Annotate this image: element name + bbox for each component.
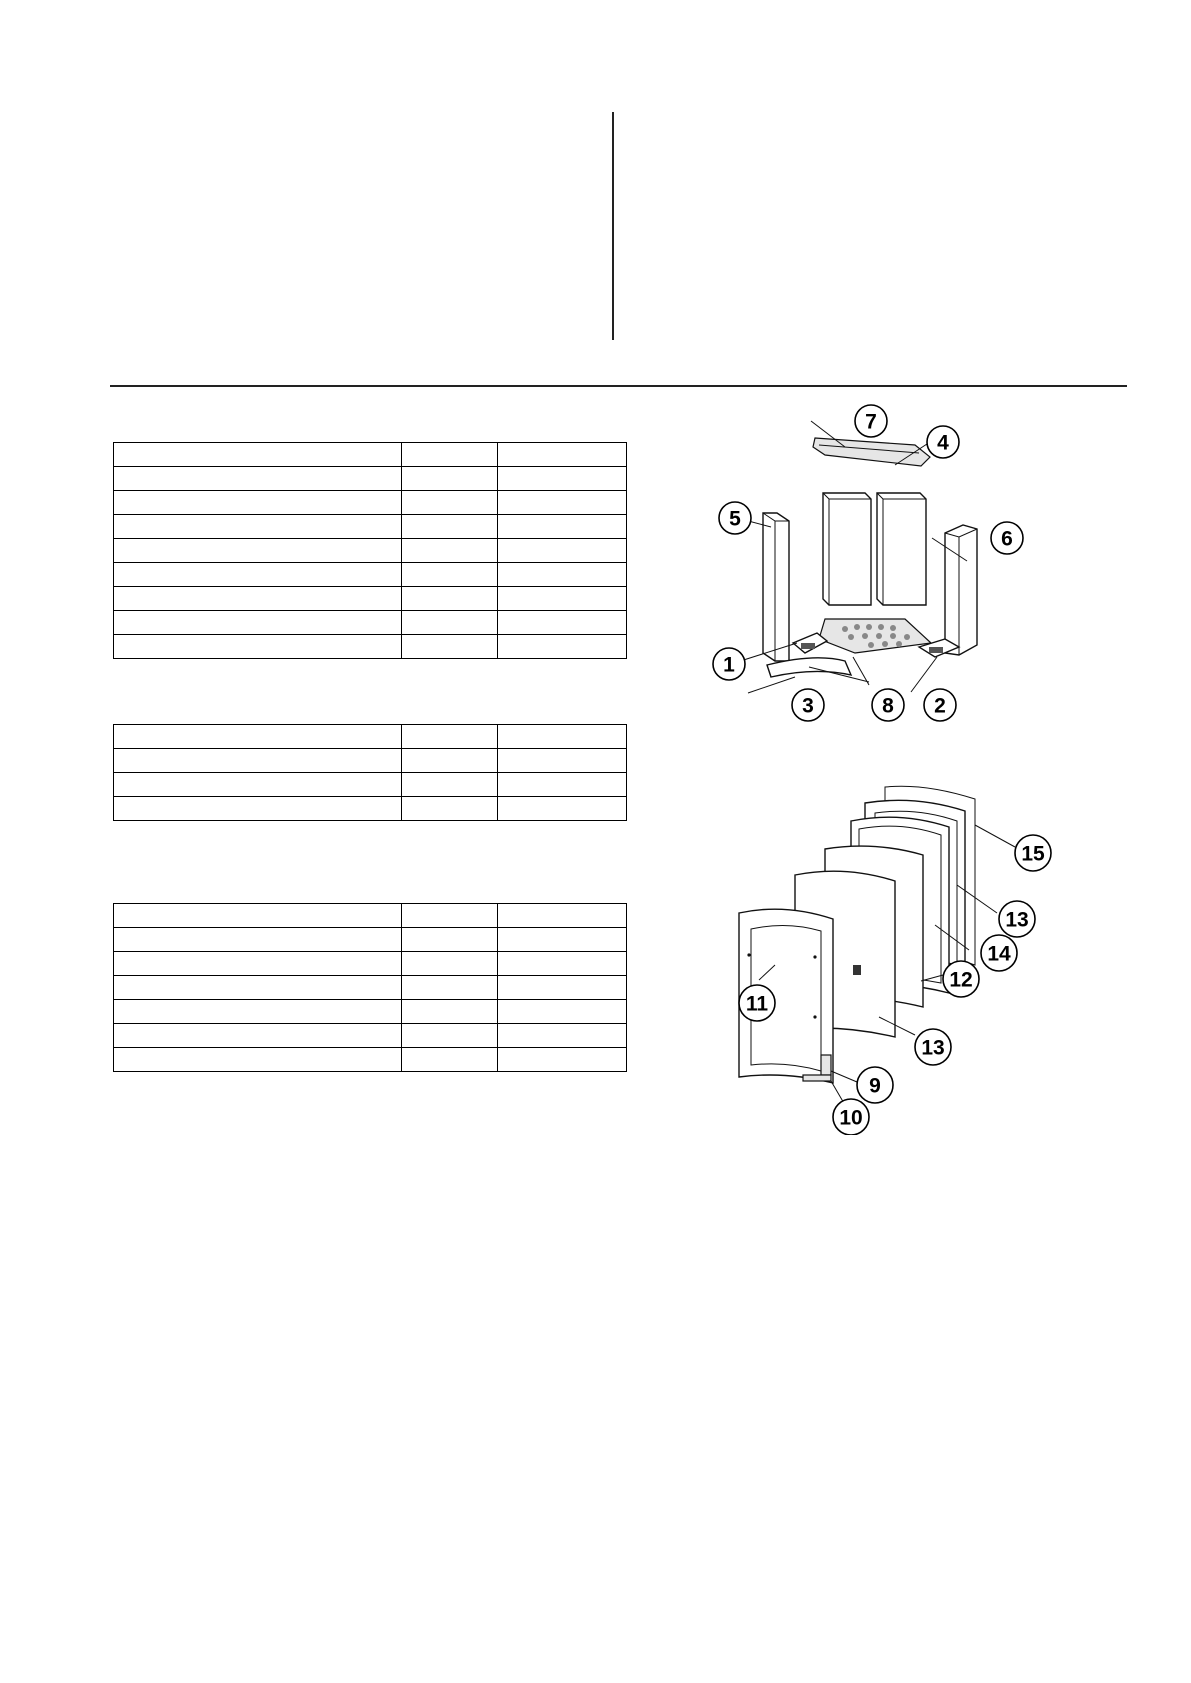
callout-9 [857, 1067, 893, 1103]
table-cell [114, 976, 402, 1000]
svg-text:4: 4 [937, 431, 949, 455]
table-row [114, 904, 627, 928]
svg-text:2: 2 [934, 694, 946, 718]
table-cell [402, 976, 498, 1000]
table-cell [498, 1000, 627, 1024]
svg-text:3: 3 [802, 694, 814, 718]
table-cell [114, 515, 402, 539]
part-6-right-panel [945, 525, 977, 655]
table-row [114, 635, 627, 659]
part-5-left-panel [763, 513, 789, 661]
svg-text:13: 13 [1005, 908, 1029, 932]
firebox-parts-diagram [705, 395, 1065, 735]
table-cell [498, 749, 627, 773]
table-row [114, 1024, 627, 1048]
table-cell [402, 443, 498, 467]
svg-text:9: 9 [869, 1074, 881, 1098]
table-row [114, 797, 627, 821]
svg-text:11: 11 [745, 992, 769, 1016]
table-cell [114, 587, 402, 611]
table-cell [402, 491, 498, 515]
callout-6 [991, 522, 1023, 554]
table-cell [498, 467, 627, 491]
table-cell [402, 563, 498, 587]
horizontal-rule [110, 385, 1127, 387]
table-cell [498, 491, 627, 515]
table-cell [498, 904, 627, 928]
table-cell [114, 467, 402, 491]
table-row [114, 563, 627, 587]
table-row [114, 928, 627, 952]
table-row [114, 725, 627, 749]
table-cell [114, 563, 402, 587]
table-row [114, 1048, 627, 1072]
table-row [114, 773, 627, 797]
table-cell [402, 467, 498, 491]
table-cell [498, 563, 627, 587]
table-cell [402, 928, 498, 952]
table-cell [114, 443, 402, 467]
table-body [114, 443, 627, 659]
table-cell [114, 797, 402, 821]
svg-text:8: 8 [882, 694, 894, 718]
callout-3 [792, 689, 824, 721]
callout-13-front [915, 1029, 951, 1065]
table-cell [498, 725, 627, 749]
callout-2 [924, 689, 956, 721]
table-cell [114, 1000, 402, 1024]
table-cell [402, 611, 498, 635]
parts-table-3 [113, 903, 627, 1072]
table-body [114, 725, 627, 821]
table-cell [402, 1024, 498, 1048]
svg-text:1: 1 [723, 653, 735, 677]
table-cell [498, 1024, 627, 1048]
callout-11 [739, 985, 775, 1021]
table-cell [402, 635, 498, 659]
table-cell [402, 749, 498, 773]
table-cell [114, 491, 402, 515]
table-cell [402, 725, 498, 749]
callout-4 [927, 426, 959, 458]
callout-1 [713, 648, 745, 680]
table-row [114, 976, 627, 1000]
table-cell [498, 539, 627, 563]
table-cell [114, 1024, 402, 1048]
table-cell [114, 952, 402, 976]
table-cell [402, 773, 498, 797]
table-cell [114, 611, 402, 635]
column-divider [612, 112, 614, 340]
callout-12 [943, 961, 979, 997]
svg-text:12: 12 [949, 968, 973, 992]
table-cell [498, 515, 627, 539]
table-cell [498, 952, 627, 976]
table-row [114, 1000, 627, 1024]
table-cell [114, 904, 402, 928]
table-cell [498, 635, 627, 659]
table-cell [114, 1048, 402, 1072]
parts-table-1 [113, 442, 627, 659]
table-cell [402, 952, 498, 976]
svg-text:14: 14 [987, 942, 1011, 966]
svg-text:6: 6 [1001, 527, 1013, 551]
svg-text:10: 10 [839, 1106, 863, 1130]
table-cell [402, 797, 498, 821]
table-cell [114, 539, 402, 563]
table-cell [402, 539, 498, 563]
table-cell [402, 904, 498, 928]
table-cell [498, 611, 627, 635]
table-row [114, 749, 627, 773]
table-cell [402, 587, 498, 611]
table-cell [402, 1000, 498, 1024]
table-row [114, 467, 627, 491]
callout-10 [833, 1099, 869, 1135]
table-row [114, 539, 627, 563]
door-assembly-diagram [735, 785, 1055, 1135]
table-cell [498, 797, 627, 821]
table-row [114, 515, 627, 539]
table-cell [114, 635, 402, 659]
table-cell [498, 587, 627, 611]
table-cell [498, 773, 627, 797]
svg-text:7: 7 [865, 410, 877, 434]
table-cell [114, 773, 402, 797]
callout-7 [855, 405, 887, 437]
part-8-grate [819, 619, 931, 653]
callout-15 [1015, 835, 1051, 871]
table-row [114, 611, 627, 635]
table-cell [114, 725, 402, 749]
callout-5 [719, 502, 751, 534]
table-cell [498, 928, 627, 952]
table-cell [498, 443, 627, 467]
table-row [114, 952, 627, 976]
callout-8 [872, 689, 904, 721]
part-4-back-panels [823, 493, 926, 605]
part-7-baffle [813, 438, 930, 466]
svg-text:13: 13 [921, 1036, 945, 1060]
table-row [114, 443, 627, 467]
callout-13-back [999, 901, 1035, 937]
table-row [114, 587, 627, 611]
svg-text:5: 5 [729, 507, 741, 531]
table-body [114, 904, 627, 1072]
table-cell [498, 976, 627, 1000]
callout-14 [981, 935, 1017, 971]
svg-text:15: 15 [1021, 842, 1045, 866]
table-cell [114, 928, 402, 952]
table-row [114, 491, 627, 515]
table-cell [402, 515, 498, 539]
table-cell [498, 1048, 627, 1072]
parts-table-2 [113, 724, 627, 821]
table-cell [114, 749, 402, 773]
table-cell [402, 1048, 498, 1072]
